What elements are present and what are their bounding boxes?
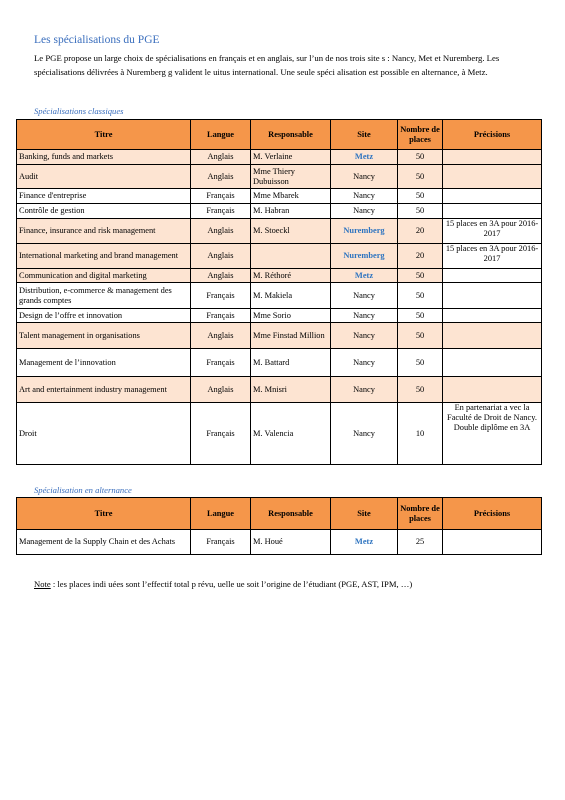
cell-titre: Finance, insurance and risk management <box>17 219 191 244</box>
table-row <box>17 189 542 204</box>
cell-site: Nancy <box>331 204 398 219</box>
cell-titre: Art and entertainment industry management <box>17 377 191 403</box>
cell-nombre: 25 <box>398 530 443 555</box>
cell-nombre: 50 <box>398 269 443 283</box>
cell-precisions <box>443 530 542 555</box>
cell-langue: Français <box>191 204 251 219</box>
cell-langue: Anglais <box>191 323 251 349</box>
table-row <box>17 349 542 377</box>
cell-site: Nancy <box>331 165 398 189</box>
header-responsable: Responsable <box>251 120 331 150</box>
cell-titre: Management de l’innovation <box>17 349 191 377</box>
cell-site: Nancy <box>331 349 398 377</box>
header-site: Site <box>331 120 398 150</box>
cell-nombre: 50 <box>398 204 443 219</box>
header-langue: Langue <box>191 498 251 530</box>
cell-langue: Anglais <box>191 165 251 189</box>
cell-site: Nancy <box>331 403 398 465</box>
cell-langue: Français <box>191 189 251 204</box>
cell-responsable: Mme Mbarek <box>251 189 331 204</box>
cell-precisions <box>443 189 542 204</box>
cell-titre: Audit <box>17 165 191 189</box>
table-row <box>17 150 542 165</box>
table-row <box>17 269 542 283</box>
cell-precisions <box>443 323 542 349</box>
footnote <box>34 579 412 589</box>
cell-langue: Anglais <box>191 219 251 244</box>
cell-precisions <box>443 377 542 403</box>
cell-titre: Contrôle de gestion <box>17 204 191 219</box>
note-text: : les places indi uées sont l’effectif total p révu, uelle ue soit l’origine de l’étudiant (PGE, AST, IPM, …) <box>50 579 413 589</box>
section-title-classic: Spécialisations classiques <box>34 106 124 116</box>
cell-site: Nuremberg <box>331 219 398 244</box>
cell-langue: Anglais <box>191 377 251 403</box>
header-nombre: Nombre de places <box>398 498 443 530</box>
cell-responsable: Mme Finstad Million <box>251 323 331 349</box>
cell-titre: Banking, funds and markets <box>17 150 191 165</box>
table-row <box>17 165 542 189</box>
cell-responsable: M. Mnisri <box>251 377 331 403</box>
cell-site: Nuremberg <box>331 244 398 269</box>
cell-nombre: 50 <box>398 150 443 165</box>
cell-langue: Français <box>191 403 251 465</box>
cell-langue: Anglais <box>191 244 251 269</box>
cell-titre: International marketing and brand management <box>17 244 191 269</box>
header-titre: Titre <box>17 120 191 150</box>
table-row <box>17 204 542 219</box>
cell-nombre: 50 <box>398 349 443 377</box>
cell-site: Nancy <box>331 309 398 323</box>
cell-precisions: 15 places en 3A pour 2016-2017 <box>443 219 542 244</box>
header-precisions: Précisions <box>443 120 542 150</box>
cell-nombre: 50 <box>398 165 443 189</box>
table-header-row <box>17 120 542 150</box>
cell-titre: Design de l’offre et innovation <box>17 309 191 323</box>
cell-responsable: M. Houé <box>251 530 331 555</box>
cell-nombre: 20 <box>398 219 443 244</box>
intro-paragraph: Le PGE propose un large choix de spécialisations en français et en anglais, sur l’un de nos trois site s : Nancy, Met et Nuremberg. Les spécialisations délivrées à Nuremberg g valident le uitus international. Une seule spéci alisation est possible en alternance, à Metz. <box>34 53 500 77</box>
header-titre: Titre <box>17 498 191 530</box>
cell-langue: Français <box>191 349 251 377</box>
cell-precisions <box>443 165 542 189</box>
cell-responsable: M. Habran <box>251 204 331 219</box>
cell-precisions <box>443 309 542 323</box>
header-langue: Langue <box>191 120 251 150</box>
cell-langue: Français <box>191 530 251 555</box>
cell-site: Nancy <box>331 323 398 349</box>
cell-nombre: 50 <box>398 309 443 323</box>
header-responsable: Responsable <box>251 498 331 530</box>
cell-nombre: 50 <box>398 377 443 403</box>
table-row <box>17 309 542 323</box>
cell-precisions <box>443 269 542 283</box>
cell-nombre: 50 <box>398 189 443 204</box>
table-row <box>17 219 542 244</box>
cell-nombre: 50 <box>398 323 443 349</box>
cell-nombre: 10 <box>398 403 443 465</box>
cell-langue: Français <box>191 283 251 309</box>
cell-langue: Français <box>191 309 251 323</box>
cell-precisions: 15 places en 3A pour 2016-2017 <box>443 244 542 269</box>
cell-precisions <box>443 283 542 309</box>
cell-precisions <box>443 150 542 165</box>
cell-titre: Talent management in organisations <box>17 323 191 349</box>
cell-responsable: Mme Thiery Dubuisson <box>251 165 331 189</box>
header-nombre: Nombre de places <box>398 120 443 150</box>
cell-precisions <box>443 349 542 377</box>
cell-responsable: M. Verlaine <box>251 150 331 165</box>
cell-precisions: En partenariat a vec la Faculté de Droit de Nancy. Double diplôme en 3A <box>443 403 542 465</box>
cell-nombre: 50 <box>398 283 443 309</box>
cell-site: Nancy <box>331 283 398 309</box>
cell-responsable: M. Stoeckl <box>251 219 331 244</box>
cell-responsable: M. Makiela <box>251 283 331 309</box>
cell-responsable: M. Valencia <box>251 403 331 465</box>
table-row <box>17 403 542 465</box>
note-label: Note <box>34 579 51 589</box>
cell-site: Metz <box>331 150 398 165</box>
table-row <box>17 244 542 269</box>
header-site: Site <box>331 498 398 530</box>
cell-nombre: 20 <box>398 244 443 269</box>
cell-precisions <box>443 204 542 219</box>
cell-site: Metz <box>331 269 398 283</box>
cell-langue: Anglais <box>191 150 251 165</box>
header-precisions: Précisions <box>443 498 542 530</box>
cell-site: Nancy <box>331 189 398 204</box>
cell-responsable: Mme Sorio <box>251 309 331 323</box>
cell-titre: Distribution, e-commerce & management des grands comptes <box>17 283 191 309</box>
cell-responsable <box>251 244 331 269</box>
table-row <box>17 377 542 403</box>
cell-titre: Droit <box>17 403 191 465</box>
section-title-alternance: Spécialisation en alternance <box>34 485 132 495</box>
classic-specialisations-table <box>16 119 542 465</box>
table-header-row <box>17 498 542 530</box>
page-title: Les spécialisations du PGE <box>34 34 160 46</box>
cell-titre: Management de la Supply Chain et des Achats <box>17 530 191 555</box>
table-row <box>17 283 542 309</box>
cell-titre: Communication and digital marketing <box>17 269 191 283</box>
cell-site: Nancy <box>331 377 398 403</box>
table-row <box>17 323 542 349</box>
cell-site: Metz <box>331 530 398 555</box>
cell-responsable: M. Réthoré <box>251 269 331 283</box>
cell-langue: Anglais <box>191 269 251 283</box>
cell-responsable: M. Battard <box>251 349 331 377</box>
cell-titre: Finance d'entreprise <box>17 189 191 204</box>
table-row <box>17 530 542 555</box>
alternance-specialisation-table <box>16 497 542 555</box>
